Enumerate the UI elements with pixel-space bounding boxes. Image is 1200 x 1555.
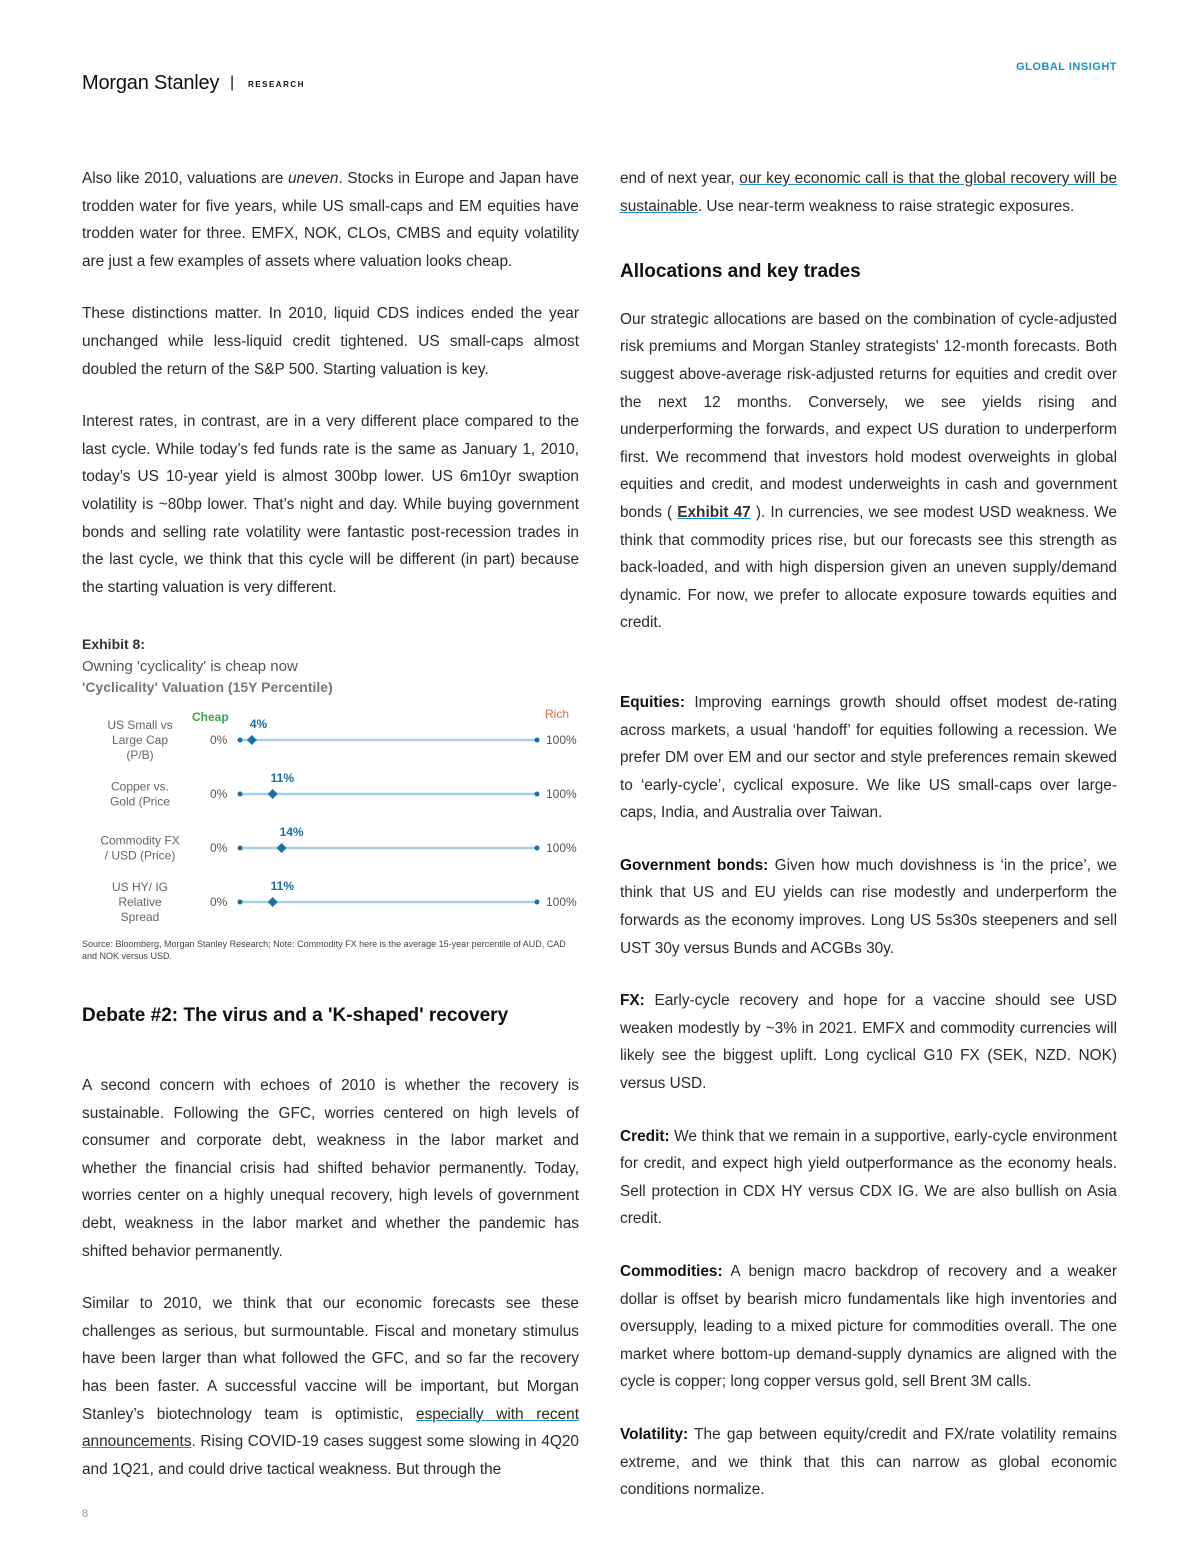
value-label: 14% — [279, 825, 304, 839]
range-end-dot — [535, 846, 540, 851]
exhibit-47-link[interactable]: Exhibit 47 — [677, 503, 751, 521]
value-marker — [268, 789, 278, 799]
range-start-dot — [238, 738, 243, 743]
left-column — [82, 165, 579, 626]
range-end-dot — [535, 792, 540, 797]
exhibit-label: Exhibit 8: — [82, 636, 146, 652]
row-label: Copper vs. — [110, 779, 170, 794]
range-end-dot — [535, 900, 540, 905]
right-column — [620, 165, 1117, 1529]
range-start-dot — [238, 846, 243, 851]
min-label: 0% — [210, 733, 228, 747]
paragraph: Our strategic allocations are based on the combination of cycle-adjusted risk premiums and Morgan Stanley strategists' 12-month forecasts. Both suggest above-average risk-adjusted returns for equities and credit over the next 12 months. Conversely, we see yields rising and underperforming the forwards, and expect US duration to underperform first. We recommend that investors hold modest overweights in global equities and credit, and modest underweights in cash and government bonds ( Exhibit 47 ). In currencies, we see modest USD weakness. We think that commodity prices rise, but our forecasts see this strength as back-loaded, and with high dispersion given an uneven supply/demand dynamic. For now, we prefer to allocate exposure towards equities and credit. — [620, 310, 1117, 632]
max-label: 100% — [546, 895, 577, 909]
range-start-dot — [238, 900, 243, 905]
exhibit-source: Source: Bloomberg, Morgan Stanley Research; Note: Commodity FX here is the average 15-year percentile of AUD, CAD and NOK versus USD. — [82, 939, 566, 961]
paragraph: Also like 2010, valuations are uneven. Stocks in Europe and Japan have trodden water for five years, while US small-caps and EM equities have trodden water for three. EMFX, NOK, CLOs, CMBS and equity volatility are just a few examples of assets where valuation looks cheap. — [82, 170, 579, 270]
exhibit-8 — [82, 636, 582, 695]
row-label: / USD (Price) — [104, 848, 176, 863]
commodities-paragraph: Commodities: A benign macro backdrop of recovery and a weaker dollar is offset by bearish micro fundamentals like high inventories and oversupply, leading to a mixed picture for commodities overall. The one market where bottom-up demand-supply dynamics are aligned with the cycle is copper; long copper versus gold, sell Brent 3M calls. — [620, 1263, 1117, 1391]
value-marker — [268, 897, 278, 907]
brand-logo: Morgan Stanley — [82, 72, 220, 94]
row-label: Large Cap — [111, 733, 169, 747]
min-label: 0% — [210, 841, 228, 855]
paragraph: A second concern with echoes of 2010 is whether the recovery is sustainable. Following the GFC, worries centered on high levels of consumer and corporate debt, weakness in the labor market and whether the financial crisis had shifted behavior permanently. Today, worries center on a highly unequal recovery, high levels of government debt, weakness in the labor market and whether the pandemic has shifted behavior permanently. — [82, 1077, 579, 1260]
row-label: (P/B) — [126, 748, 154, 762]
value-label: 11% — [270, 879, 295, 893]
rich-label: Rich — [545, 707, 570, 721]
allocations-heading: Allocations and key trades — [620, 261, 861, 283]
max-label: 100% — [546, 841, 577, 855]
global-insight-label: GLOBAL INSIGHT — [1016, 61, 1117, 73]
paragraph: end of next year, our key economic call is that the global recovery will be sustainable. Use near-term weakness to raise strategic exposures. — [620, 170, 1118, 215]
min-label: 0% — [210, 895, 228, 909]
row-label: Spread — [120, 910, 160, 924]
row-label: Commodity FX — [100, 833, 180, 848]
row-label: US Small vs — [107, 718, 173, 732]
page-number: 8 — [82, 1508, 89, 1520]
exhibit-title: Owning 'cyclicality' is cheap now — [82, 658, 298, 675]
debate-heading: Debate #2: The virus and a 'K-shaped' recovery — [82, 1005, 509, 1026]
cheap-label: Cheap — [192, 710, 229, 724]
paragraph: Interest rates, in contrast, are in a very different place compared to the last cycle. While today’s fed funds rate is the same as January 1, 2010, today’s US 10-year yield is almost 300bp lower. US 6m10yr swaption volatility is ~80bp lower. That’s night and day. While buying government bonds and selling rate volatility were fantastic post-recession trades in the last cycle, we think that this cycle will be different (in part) because the starting valuation is very different. — [82, 413, 579, 596]
max-label: 100% — [546, 787, 577, 801]
exhibit-subtitle: 'Cyclicality' Valuation (15Y Percentile) — [82, 679, 333, 695]
value-label: 4% — [249, 717, 268, 731]
paragraph: These distinctions matter. In 2010, liquid CDS indices ended the year unchanged while less-liquid credit tightened. US small-caps almost doubled the return of the S&P 500. Starting valuation is key. — [82, 305, 579, 378]
range-start-dot — [238, 792, 243, 797]
economic-call-link[interactable]: our key economic call is that the global recovery will be sustainable — [620, 170, 1118, 215]
min-label: 0% — [210, 787, 228, 801]
range-end-dot — [535, 738, 540, 743]
row-label: Gold (Price — [109, 794, 171, 809]
government-bonds-paragraph: Government bonds: Given how much dovishness is ‘in the price’, we think that US and EU yields can rise modestly and underperform the forwards as the economy improves. Long US 5s30s steepeners and sell UST 30y versus Bunds and ACGBs 30y. — [620, 856, 1117, 957]
announcements-link[interactable]: especially with recent announcements — [82, 1405, 580, 1451]
value-marker — [277, 843, 287, 853]
row-label: Relative — [118, 895, 162, 909]
paragraph: Similar to 2010, we think that our economic forecasts see these challenges as serious, but surmountable. Fiscal and monetary stimulus have been larger than what followed the GFC, and so far the recovery has been faster. A successful vaccine will be important, but Morgan Stanley’s biotechnology team is optimistic, especially with recent announcements. Rising COVID-19 cases suggest some slowing in 4Q20 and 1Q21, and could drive tactical weakness. But through the — [82, 1295, 580, 1478]
equities-paragraph: Equities: Improving earnings growth should offset modest de-rating across markets, a usual ‘handoff’ for equities following a recession. We prefer DM over EM and our sector and style preferences remain skewed to ‘early-cycle’, cyclical exposure. We like US small-caps over large-caps, India, and Australia over Taiwan. — [620, 693, 1117, 822]
left-column-lower — [82, 1072, 579, 1508]
value-marker — [247, 735, 257, 745]
value-label: 11% — [270, 771, 295, 785]
credit-paragraph: Credit: We think that we remain in a supportive, early-cycle environment for credit, and expect high yield outperformance as the economy heals. Sell protection in CDX HY versus CDX IG. We are also bullish on Asia credit. — [620, 1127, 1117, 1228]
row-label: US HY/ IG — [111, 880, 169, 894]
max-label: 100% — [546, 733, 577, 747]
volatility-paragraph: Volatility: The gap between equity/credit and FX/rate volatility remains extreme, and we think that this can narrow as global economic conditions normalize. — [620, 1425, 1117, 1499]
cyclicality-chart — [82, 700, 582, 936]
header-section: RESEARCH — [248, 80, 305, 89]
fx-paragraph: FX: Early-cycle recovery and hope for a vaccine should see USD weaken modestly by ~3% in 2021. EMFX and commodity currencies will likely see the biggest uplift. Long cyclical G10 FX (SEK, NZD. NOK) versus USD. — [620, 992, 1117, 1093]
header-separator: | — [230, 74, 235, 91]
